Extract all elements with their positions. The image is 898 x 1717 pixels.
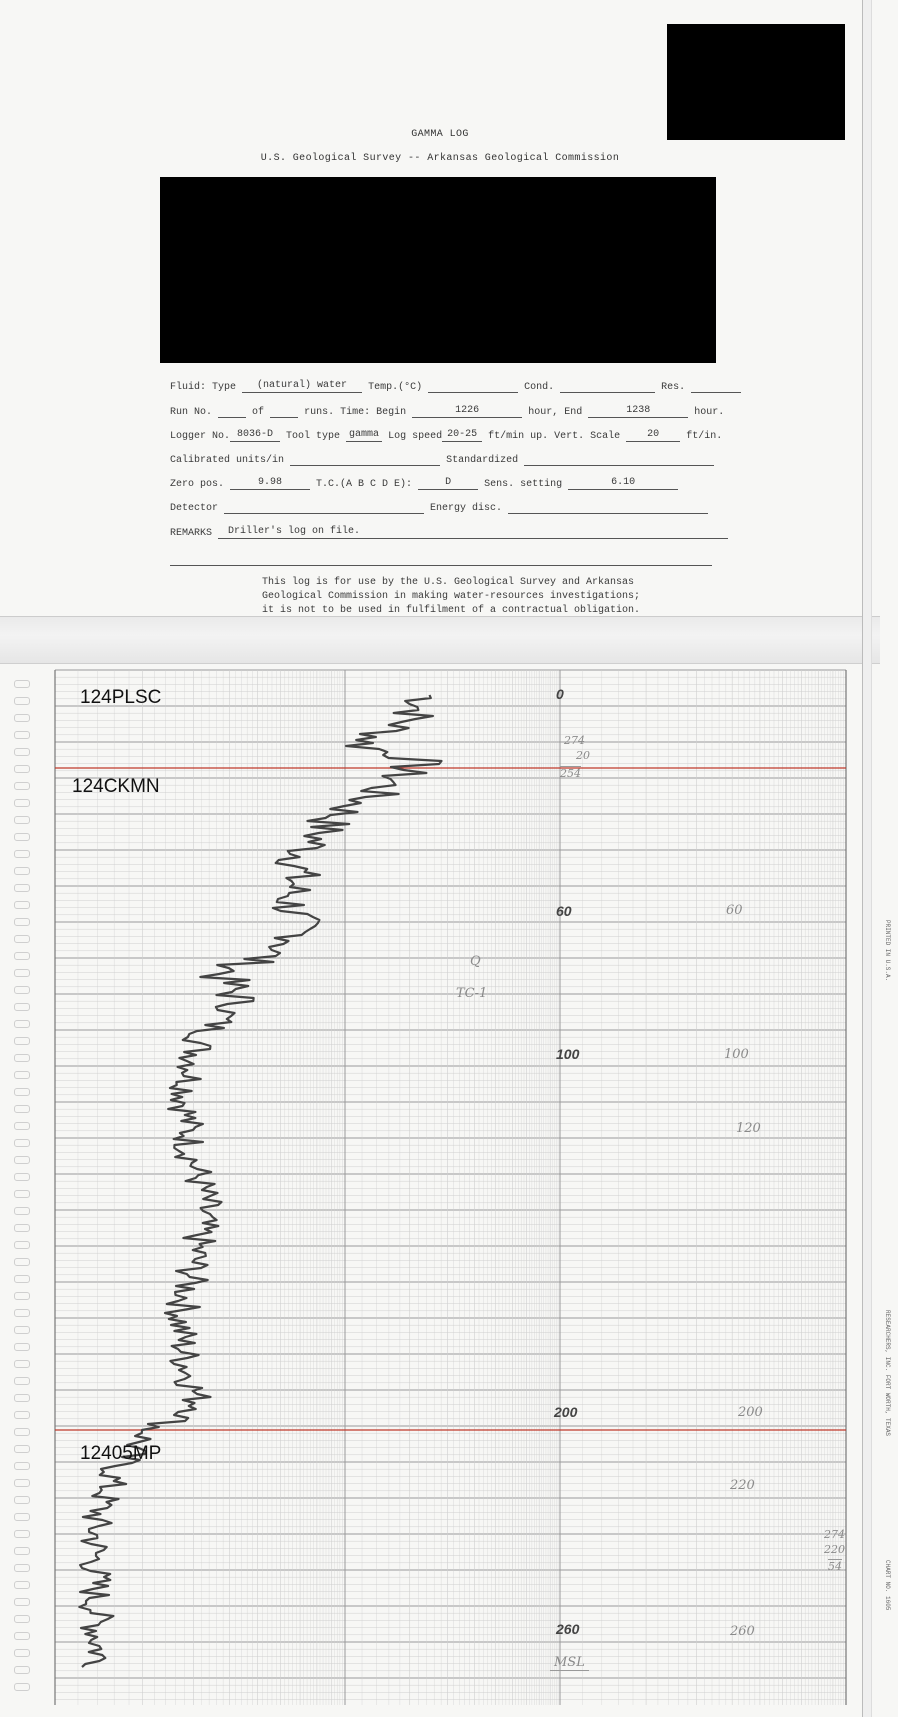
punch-hole	[14, 1649, 30, 1657]
right-edge-strip	[862, 0, 872, 1717]
unit-label-bottom: 12405MP	[80, 1443, 162, 1464]
punch-hole	[14, 714, 30, 722]
punch-hole	[14, 1122, 30, 1130]
sens-setting-value: 6.10	[568, 477, 678, 490]
punch-hole	[14, 833, 30, 841]
punch-hole	[14, 1241, 30, 1249]
depth-label-60: 60	[556, 903, 572, 919]
punch-hole	[14, 1343, 30, 1351]
punch-hole	[14, 1615, 30, 1623]
hand-depth-120: 120	[736, 1121, 761, 1136]
punch-hole	[14, 935, 30, 943]
punch-hole	[14, 816, 30, 824]
punch-hole	[14, 901, 30, 909]
remarks-line: REMARKS Driller's log on file.	[170, 526, 728, 539]
calibration-line: Calibrated units/in Standardized	[170, 453, 714, 466]
punch-hole	[14, 1054, 30, 1062]
fluid-type-value: (natural) water	[242, 380, 362, 393]
unit-label-top: 124PLSC	[80, 687, 162, 708]
punch-hole	[14, 1139, 30, 1147]
hand-calc-top-2: 20	[576, 749, 590, 762]
punch-hole	[14, 884, 30, 892]
remarks-value: Driller's log on file.	[218, 526, 728, 539]
punch-hole	[14, 748, 30, 756]
hand-note-tc: TC-1	[456, 986, 488, 1001]
punch-hole	[14, 986, 30, 994]
hand-depth-200: 200	[738, 1405, 763, 1420]
punch-hole	[14, 1258, 30, 1266]
punch-hole	[14, 782, 30, 790]
side-text-printed: PRINTED IN U.S.A.	[884, 920, 891, 982]
punch-hole	[14, 1411, 30, 1419]
logger-no-value: 8036-D	[230, 429, 280, 442]
fluid-line: Fluid: Type (natural) water Temp.(°C) Cond. Res.	[170, 380, 741, 393]
punch-hole	[14, 1292, 30, 1300]
hand-note-q: Q	[470, 954, 481, 969]
hand-calc-bottom-1: 274	[824, 1528, 845, 1541]
punch-hole	[14, 1360, 30, 1368]
punch-hole	[14, 1224, 30, 1232]
punch-hole	[14, 680, 30, 688]
punch-hole	[14, 1020, 30, 1028]
punch-hole	[14, 1156, 30, 1164]
punch-hole	[14, 731, 30, 739]
depth-label-200: 200	[554, 1404, 578, 1420]
punch-hole	[14, 867, 30, 875]
begin-time-value: 1226	[412, 405, 522, 418]
punch-hole	[14, 1105, 30, 1113]
depth-label-100: 100	[556, 1046, 580, 1062]
punch-hole	[14, 1598, 30, 1606]
punch-hole	[14, 1326, 30, 1334]
vert-scale-value: 20	[626, 429, 680, 442]
punch-hole	[14, 1173, 30, 1181]
side-text-chart: CHART NO. 1605	[884, 1560, 891, 1611]
punch-hole	[14, 1207, 30, 1215]
punch-hole	[14, 1309, 30, 1317]
punch-hole	[14, 1683, 30, 1691]
punch-hole	[14, 1564, 30, 1572]
punch-hole	[14, 1547, 30, 1555]
punch-hole	[14, 1003, 30, 1011]
zero-pos-value: 9.98	[230, 477, 310, 490]
punch-hole	[14, 1632, 30, 1640]
hand-depth-60: 60	[726, 903, 743, 918]
punch-hole	[14, 1513, 30, 1521]
punch-hole	[14, 1394, 30, 1402]
punch-hole	[14, 1377, 30, 1385]
depth-label-0: 0	[556, 686, 564, 702]
punch-hole	[14, 1445, 30, 1453]
logger-line: Logger No. 8036-D Tool type gamma Log speed 20-25 ft/min up. Vert. Scale 20 ft/in.	[170, 429, 723, 442]
hand-calc-top-3: 254	[560, 767, 581, 780]
log-speed-value: 20-25	[442, 429, 482, 442]
punch-hole	[14, 1581, 30, 1589]
punch-hole	[14, 1666, 30, 1674]
punch-hole	[14, 1190, 30, 1198]
punch-hole	[14, 799, 30, 807]
punch-hole	[14, 969, 30, 977]
depth-label-260: 260	[556, 1621, 580, 1637]
punch-hole	[14, 1037, 30, 1045]
hand-depth-100: 100	[724, 1047, 749, 1062]
run-line: Run No. of runs. Time: Begin 1226 hour, End 1238 hour.	[170, 405, 725, 418]
hand-depth-260: 260	[730, 1624, 755, 1639]
punch-hole	[14, 1428, 30, 1436]
punch-hole	[14, 765, 30, 773]
punch-hole	[14, 697, 30, 705]
log-title: GAMMA LOG	[411, 129, 469, 140]
tc-value: D	[418, 477, 478, 490]
hand-calc-top-1: 274	[564, 734, 585, 747]
tool-type-value: gamma	[346, 429, 382, 442]
punch-hole	[14, 1530, 30, 1538]
unit-label-middle: 124CKMN	[72, 776, 160, 797]
log-subtitle: U.S. Geological Survey -- Arkansas Geological Commission	[260, 153, 620, 164]
hand-calc-bottom-3: 54	[828, 1560, 842, 1573]
detector-line: Detector Energy disc.	[170, 501, 708, 514]
punch-hole	[14, 1462, 30, 1470]
hand-calc-bottom-2: 220	[824, 1543, 845, 1556]
side-text-publisher: RESEARCHERS, INC. FORT WORTH, TEXAS	[884, 1310, 891, 1437]
hand-msl: MSL	[550, 1655, 589, 1671]
hand-depth-220: 220	[730, 1478, 755, 1493]
punch-hole	[14, 1071, 30, 1079]
punch-hole	[14, 1088, 30, 1096]
end-time-value: 1238	[588, 405, 688, 418]
punch-hole	[14, 918, 30, 926]
disclaimer: This log is for use by the U.S. Geological Survey and Arkansas Geological Commission in making water-resources investigations; it is not to be used in fulfilment of a contractual obligation.	[262, 577, 641, 616]
zero-line: Zero pos. 9.98 T.C.(A B C D E): D Sens. setting 6.10	[170, 477, 678, 490]
punch-hole	[14, 850, 30, 858]
punch-hole	[14, 1496, 30, 1504]
punch-hole	[14, 1275, 30, 1283]
punch-hole	[14, 952, 30, 960]
punch-hole	[14, 1479, 30, 1487]
